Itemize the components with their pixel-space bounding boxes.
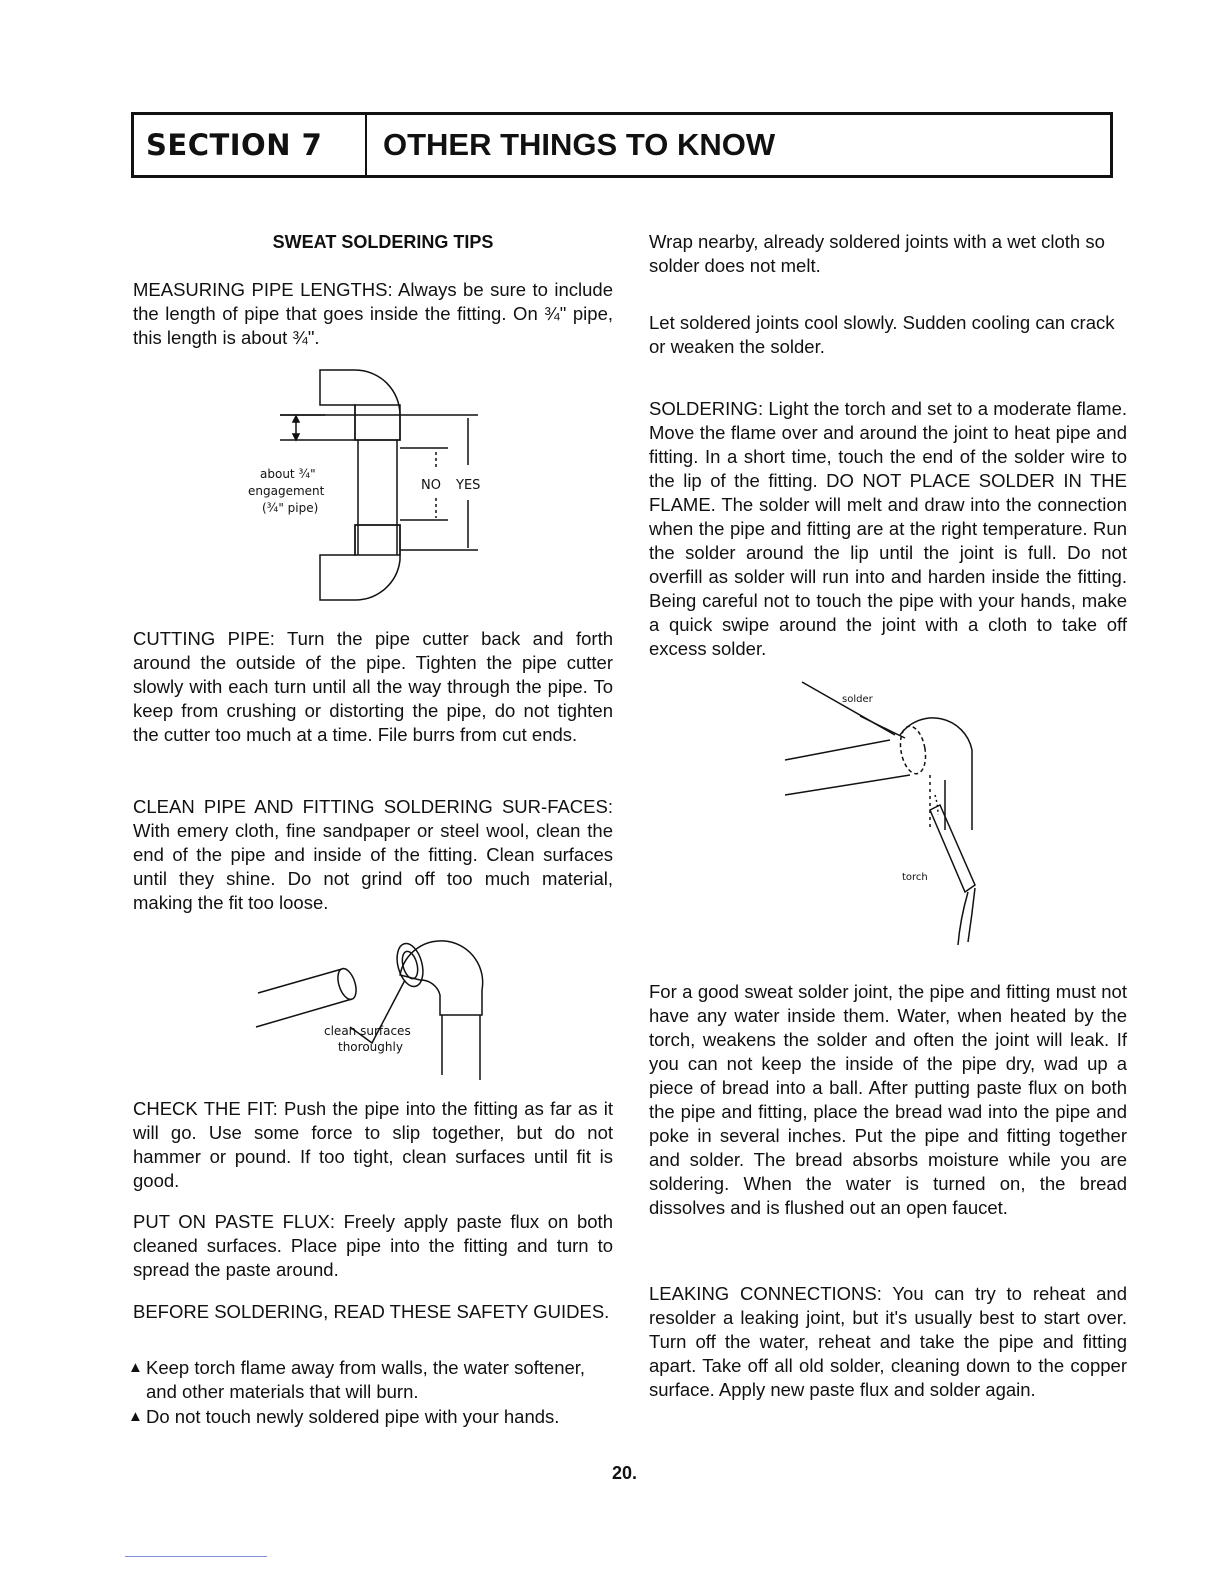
- soldering-torch-diagram: [780, 680, 1000, 950]
- safety-intro-paragraph: [133, 1300, 613, 1324]
- section-number: SECTION 7: [134, 115, 367, 175]
- measuring-paragraph: [133, 278, 613, 350]
- solder-label: solder: [842, 694, 873, 705]
- section-header: [131, 112, 1113, 178]
- safety-bullet-1: [128, 1356, 616, 1404]
- measuring-text: MEASURING PIPE LENGTHS: Always be sure to include the length of pipe that goes inside the fitting. On ¾" pipe, this length is about ¾".: [133, 279, 613, 348]
- wrap-paragraph: [649, 230, 1127, 278]
- soldering-text: SOLDERING: Light the torch and set to a moderate flame. Move the flame over and around the joint to heat pipe and fitting. In a short time, touch the end of the solder wire to the lip of the fitting. DO NOT PLACE SOLDER IN THE FLAME. The solder will melt and draw into the connection when the pipe and fitting are at the right temperature. Run the solder around the lip until the joint is full. Do not overfill as solder will run into and harden inside the fitting. Being careful not to touch the pipe with your hands, make a quick swipe around the joint with a cloth to take off excess solder.: [649, 398, 1127, 659]
- cutting-text: CUTTING PIPE: Turn the pipe cutter back and forth around the outside of the pipe. Tighten the pipe cutter slowly with each turn until all the way through the pipe. To keep from crushing or distorting the pipe, do not tighten the cutter too much at a time. File burrs from cut ends.: [133, 628, 613, 745]
- bullet-triangle-icon: ▲: [128, 1359, 143, 1376]
- bottom-rule: [125, 1556, 267, 1557]
- safety-bullet-2: [128, 1405, 616, 1429]
- safety-bullet-2-text: Do not touch newly soldered pipe with your hands.: [146, 1406, 560, 1427]
- clean-label-line2: thoroughly: [338, 1040, 403, 1054]
- yes-label: YES: [456, 478, 481, 493]
- sweat-soldering-heading: SWEAT SOLDERING TIPS: [272, 232, 494, 252]
- left-heading-block: [133, 230, 613, 254]
- clean-text: CLEAN PIPE AND FITTING SOLDERING SUR-FACES: With emery cloth, fine sandpaper or steel wool, clean the end of the pipe and inside of the fitting. Clean surfaces until they shine. Do not grind off too much material, making the fit too loose.: [133, 796, 613, 913]
- cutting-paragraph: [133, 627, 613, 747]
- clean-surfaces-diagram: [250, 935, 500, 1085]
- safety-intro-text: BEFORE SOLDERING, READ THESE SAFETY GUIDES.: [133, 1301, 610, 1322]
- engagement-label-line1: about ¾": [260, 467, 316, 481]
- check-fit-paragraph: [133, 1097, 613, 1193]
- paste-flux-text: PUT ON PASTE FLUX: Freely apply paste flux on both cleaned surfaces. Place pipe into the fitting and turn to spread the paste around.: [133, 1211, 613, 1280]
- soldering-paragraph: [649, 397, 1127, 661]
- engagement-diagram: [240, 360, 500, 610]
- no-label: NO: [421, 478, 441, 493]
- torch-label: torch: [902, 872, 928, 883]
- check-fit-text: CHECK THE FIT: Push the pipe into the fitting as far as it will go. Use some force to slip together, but do not hammer or pound. If too tight, clean surfaces until fit is good.: [133, 1098, 613, 1191]
- bullet-triangle-icon: ▲: [128, 1408, 143, 1425]
- clean-label-line1: clean surfaces: [324, 1024, 411, 1038]
- safety-bullet-1-text: Keep torch flame away from walls, the water softener, and other materials that will burn.: [146, 1357, 586, 1402]
- good-joint-text: For a good sweat solder joint, the pipe and fitting must not have any water inside them. Water, when heated by the torch, weakens the solder and often the joint will leak. If you can not keep the inside of the pipe dry, wad up a piece of bread into a ball. After putting paste flux on both the pipe and fitting, place the bread wad into the pipe and poke in several inches. Put the pipe and fitting together and solder. The bread absorbs moisture while you are soldering. When the water is turned on, the bread dissolves and is flushed out an open faucet.: [649, 981, 1127, 1218]
- cool-text: Let soldered joints cool slowly. Sudden cooling can crack or weaken the solder.: [649, 312, 1115, 357]
- good-joint-paragraph: [649, 980, 1127, 1220]
- paste-flux-paragraph: [133, 1210, 613, 1282]
- leaking-text: LEAKING CONNECTIONS: You can try to reheat and resolder a leaking joint, but it's usually best to start over. Turn off the water, reheat and take the pipe and fitting apart. Take off all old solder, cleaning down to the copper surface. Apply new paste flux and solder again.: [649, 1283, 1127, 1400]
- page-number: 20.: [612, 1463, 638, 1483]
- cool-paragraph: [649, 311, 1127, 359]
- section-title: OTHER THINGS TO KNOW: [383, 127, 776, 162]
- wrap-text: Wrap nearby, already soldered joints with a wet cloth so solder does not melt.: [649, 231, 1105, 276]
- engagement-label-line3: (¾" pipe): [262, 501, 319, 515]
- engagement-label-line2: engagement: [248, 484, 325, 498]
- leaking-paragraph: [649, 1282, 1127, 1402]
- clean-paragraph: [133, 795, 613, 915]
